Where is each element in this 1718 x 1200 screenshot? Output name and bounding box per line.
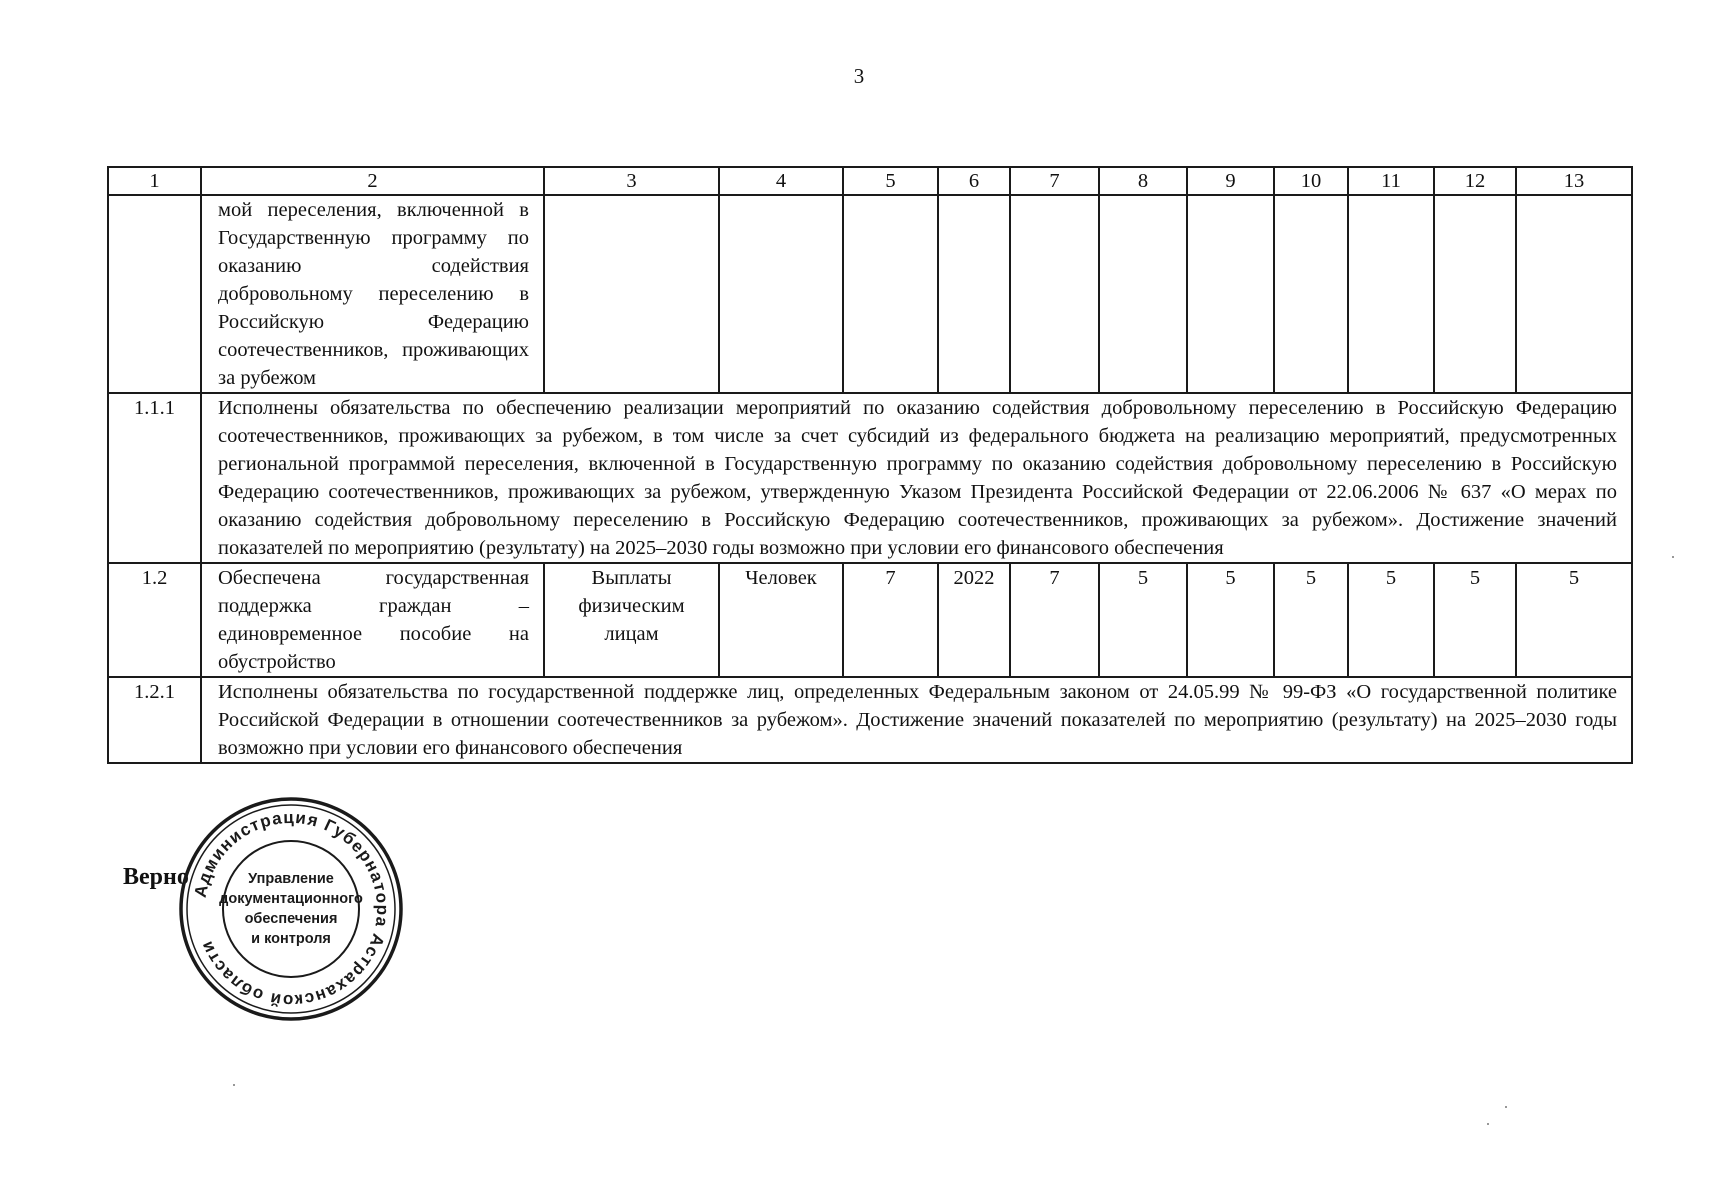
row-number: 1.2.1: [108, 677, 201, 763]
value-cell: 7: [843, 563, 938, 677]
seal-center-line: и контроля: [251, 931, 331, 947]
header-cell: 3: [544, 167, 719, 195]
seal-ring-text: Администрация Губернатора Астраханской области: [190, 807, 393, 1011]
certified-label: Верно: [123, 864, 189, 890]
seal-inner-ring: [223, 841, 359, 977]
header-cell: 9: [1187, 167, 1274, 195]
header-cell: 1: [108, 167, 201, 195]
page-number: 3: [853, 64, 865, 88]
row-text: Исполнены обязательства по обеспечению реализации мероприятий по оказанию содействия добровольному переселению в Российскую Федерацию соотечественников, проживающих за рубежом, в том числе за счет субсидий из федерального бюджета на реализацию мероприятий, предусмотренных региональной программой переселения, включенной в Государственную программу по оказанию содействия добровольному переселению в Российскую Федерацию соотечественников, проживающих за рубежом, утвержденную Указом Президента Российской Федерации от 22.06.2006 № 637 «О мерах по оказанию содействия добровольному переселению в Российскую Федерацию соотечественников, проживающих за рубежом». Достижение значений показателей по мероприятию (результату) на 2025–2030 годы возможно при условии его финансового обеспечения: [201, 393, 1632, 563]
header-cell: 10: [1274, 167, 1348, 195]
table-header-row: [108, 167, 1632, 195]
row-text: Исполнены обязательства по государственной поддержке лиц, определенных Федеральным законом от 24.05.99 № 99-ФЗ «О государственной политике Российской Федерации в отношении соотечественников за рубежом». Достижение значений показателей по мероприятию (результату) на 2025–2030 годы возможно при условии его финансового обеспечения: [201, 677, 1632, 763]
seal-center-line: обеспечения: [244, 911, 338, 927]
indicators-table: [107, 166, 1633, 764]
row-number: 1.1.1: [108, 393, 201, 563]
value-cell: 5: [1187, 563, 1274, 677]
header-cell: 7: [1010, 167, 1099, 195]
continuation-text: мой переселения, включенной в Государственную программу по оказанию содействия добровольному переселению в Российскую Федерацию соотечественников, проживающих за рубежом: [201, 195, 544, 393]
value-cell: 7: [1010, 563, 1099, 677]
seal-center-line: документационного: [219, 891, 363, 907]
value-cell: 5: [1434, 563, 1516, 677]
value-cell: 5: [1516, 563, 1632, 677]
row-number: 1.2: [108, 563, 201, 677]
base-year-cell: 2022: [938, 563, 1010, 677]
table-row-continuation: [108, 195, 1632, 393]
scan-speck: [1487, 1123, 1489, 1125]
scan-speck: [233, 1084, 235, 1086]
table-row-1-1-1: [108, 393, 1632, 563]
table-row-1-2-1: [108, 677, 1632, 763]
table-row-1-2: [108, 563, 1632, 677]
header-cell: 5: [843, 167, 938, 195]
value-cell: 5: [1348, 563, 1434, 677]
header-cell: 2: [201, 167, 544, 195]
scan-speck: [1672, 556, 1674, 558]
scan-speck: [1505, 1106, 1507, 1108]
unit-cell: Человек: [719, 563, 843, 677]
header-cell: 8: [1099, 167, 1187, 195]
header-cell: 11: [1348, 167, 1434, 195]
header-cell: 6: [938, 167, 1010, 195]
row-text: Обеспечена государственная поддержка граждан – единовременное пособие на обустройство: [201, 563, 544, 677]
seal-outer-ring: [181, 799, 401, 1019]
payment-type: Выплаты физическим лицам: [544, 563, 719, 677]
header-cell: 4: [719, 167, 843, 195]
value-cell: 5: [1274, 563, 1348, 677]
official-seal: [178, 796, 404, 1022]
seal-outer-ring-inner: [187, 805, 395, 1013]
header-cell: 13: [1516, 167, 1632, 195]
header-cell: 12: [1434, 167, 1516, 195]
value-cell: 5: [1099, 563, 1187, 677]
seal-center-line: Управление: [248, 871, 334, 887]
